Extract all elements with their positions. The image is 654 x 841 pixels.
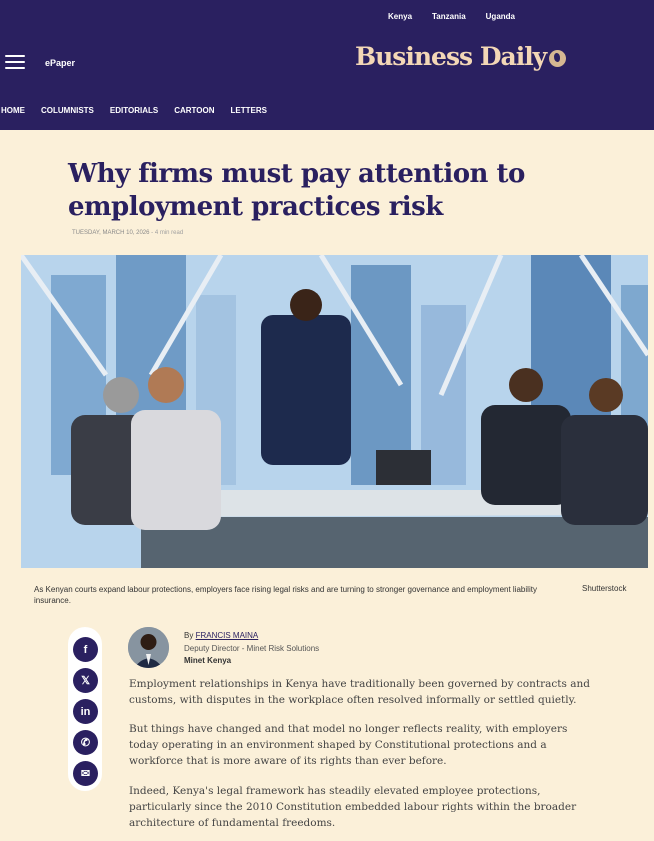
byline-prefix: By — [184, 631, 194, 640]
nav-cartoon[interactable]: CARTOON — [174, 106, 215, 115]
author-photo — [128, 627, 169, 668]
nav-columnists[interactable]: COLUMNISTS — [41, 106, 94, 115]
logo-text: Business Daily — [355, 42, 547, 71]
author-byline — [184, 631, 258, 640]
email-icon[interactable]: ✉ — [73, 761, 98, 786]
hero-image — [21, 255, 648, 568]
nav-editorials[interactable]: EDITORIALS — [109, 106, 159, 115]
region-link-kenya[interactable]: Kenya — [388, 12, 413, 21]
article-title: Why firms must pay attention to employment practices risk — [68, 159, 525, 222]
region-link-tanzania[interactable]: Tanzania — [432, 12, 466, 21]
article-paragraph: Indeed, Kenya's legal framework has steadily elevated employee protections, particularly since the 2010 Constitution embedded labour rights within the broader architecture of fundamental freedoms. — [129, 785, 577, 829]
image-credit: Shutterstock — [582, 584, 627, 593]
office-meeting-illustration — [21, 255, 648, 568]
menu-icon[interactable] — [5, 55, 25, 69]
author-name-link[interactable]: FRANCIS MAINA — [195, 631, 259, 640]
article-date: TUESDAY, MARCH 10, 2026 — [72, 230, 150, 236]
read-time: 4 min read — [154, 230, 184, 236]
article-dateline: TUESDAY, MARCH 10, 2026 - 4 min read — [72, 230, 184, 236]
main-nav — [1, 106, 267, 115]
nav-home[interactable]: HOME — [1, 106, 25, 115]
linkedin-icon[interactable]: in — [73, 699, 98, 724]
site-logo[interactable] — [355, 42, 566, 71]
author-role: Deputy Director - Minet Risk Solutions — [184, 644, 320, 653]
image-caption: As Kenyan courts expand labour protections, employers face rising legal risks and are turning to stronger governance and employment liability insurance. — [34, 585, 537, 605]
share-bar — [68, 627, 102, 791]
site-header — [0, 0, 654, 130]
region-link-uganda[interactable]: Uganda — [485, 12, 515, 21]
epaper-link[interactable]: ePaper — [45, 58, 76, 68]
facebook-icon[interactable]: f — [73, 637, 98, 662]
author-organization: Minet Kenya — [184, 656, 232, 665]
nav-letters[interactable]: LETTERS — [230, 106, 267, 115]
region-links — [388, 12, 515, 21]
article-paragraph: Employment relationships in Kenya have traditionally been governed by contracts and customs, with disputes in the workplace often resolved informally or settled quietly. — [129, 678, 590, 706]
article-paragraph: But things have changed and that model no longer reflects reality, with employers today operating in an environment shaped by Constitutional protections and a workforce that is more aware of its rights than ever before. — [129, 723, 568, 767]
globe-icon — [549, 50, 566, 67]
author-avatar[interactable] — [128, 627, 169, 668]
x-icon[interactable]: 𝕏 — [73, 668, 98, 693]
whatsapp-icon[interactable]: ✆ — [73, 730, 98, 755]
